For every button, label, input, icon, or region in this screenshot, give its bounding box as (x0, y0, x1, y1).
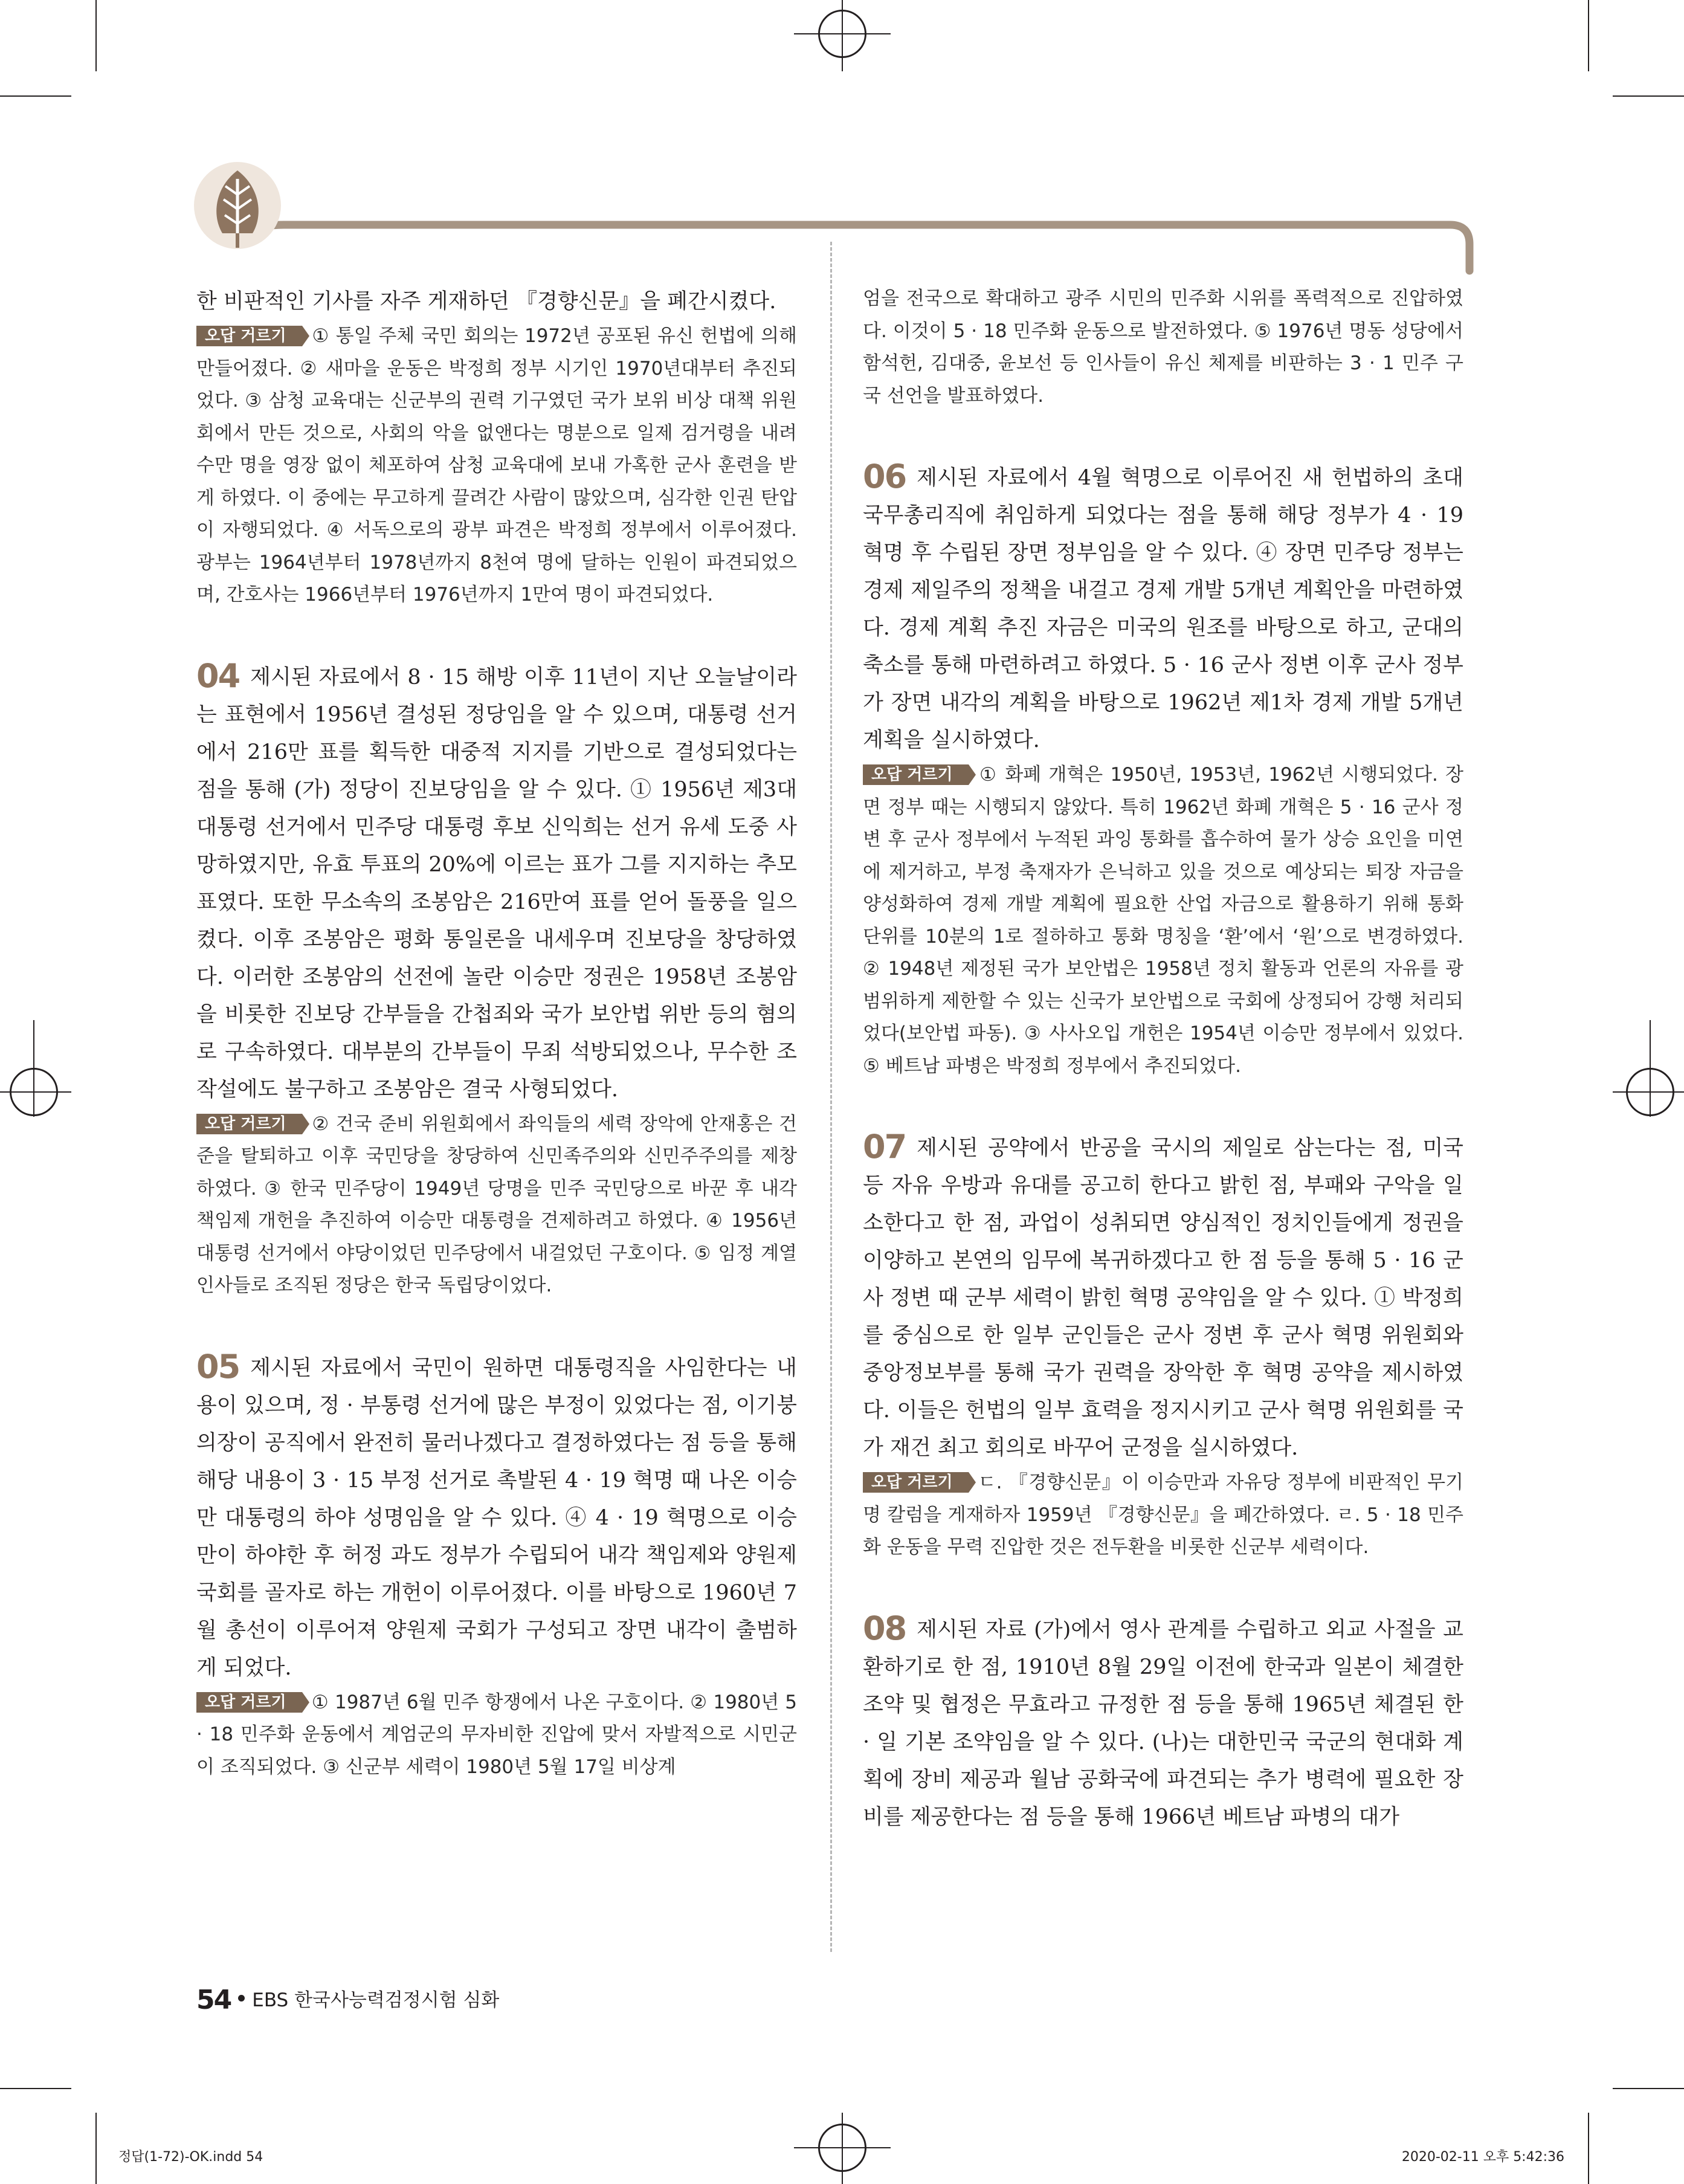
registration-line (794, 2147, 891, 2148)
left-column (196, 283, 797, 1783)
wrong-answer-badge: 오답 거르기 (196, 326, 302, 346)
question-number: 05 (196, 1347, 240, 1386)
question-number: 06 (863, 457, 906, 496)
answer-07: 07 제시된 공약에서 반공을 국시의 제일로 삼는다는 점, 미국 등 자유 우방과 유대를 공고히 한다고 밝힌 점, 부패와 구악을 일소한다고 한 점, 과업이 성취되면 양심적인 정치인들에게 정권을 이양하고 본연의 임무에 복귀하겠다고 한 점 등을 통해 5 · 16 군사 정변 때 군부 세력이 밝힌 혁명 공약임을 알 수 있다. ① 박정희를 중심으로 한 일부 군인들은 군사 정변 후 군사 혁명 위원회와 중앙정보부를 통해 국가 권력을 장악한 후 혁명 공약을 제시하였다. 이들은 헌법의 일부 효력을 정지시키고 군사 혁명 위원회를 국가 재건 최고 회의로 바꾸어 군정을 실시하였다. (863, 1128, 1463, 1460)
wrong-answer-note: 오답 거르기 ② 건국 준비 위원회에서 좌익들의 세력 장악에 안재홍은 건준을 탈퇴하고 이후 국민당을 창당하여 신민족주의와 신민주주의를 제창하였다. ③ 한국 민주당이 1949년 당명을 민주 국민당으로 바꾼 후 내각 책임제 개헌을 추진하여 이승만 대통령을 견제하려고 하였다. ④ 1956년 대통령 선거에서 야당이었던 민주당에서 내걸었던 구호이다. ⑤ 임정 계열 인사들로 조직된 정당은 한국 독립당이었다. (196, 1113, 797, 1296)
answer-04: 04 제시된 자료에서 8 · 15 해방 이후 11년이 지난 오늘날이라는 표현에서 1956년 결성된 정당임을 알 수 있으며, 대통령 선거에서 216만 표를 획득한 대중적 지지를 기반으로 결성되었다는 점을 통해 (가) 정당이 진보당임을 알 수 있다. ① 1956년 제3대 대통령 선거에서 민주당 대통령 후보 신익희는 선거 유세 도중 사망하였지만, 유효 투표의 20%에 이르는 표가 그를 지지하는 추모표였다. 또한 무소속의 조봉암은 216만여 표를 얻어 돌풍을 일으켰다. 이후 조봉암은 평화 통일론을 내세우며 진보당을 창당하였다. 이러한 조봉암의 선전에 놀란 이승만 정권은 1958년 조봉암을 비롯한 진보당 간부들을 간첩죄와 국가 보안법 위반 등의 혐의로 구속하였다. 대부분의 간부들이 무죄 석방되었으나, 무수한 조작설에도 불구하고 조봉암은 결국 사형되었다. (196, 656, 797, 1102)
crop-mark (95, 2113, 97, 2184)
answer-08: 08 제시된 자료 (가)에서 영사 관계를 수립하고 외교 사절을 교환하기로 한 점, 1910년 8월 29일 이전에 한국과 일본이 체결한 조약 및 협정은 무효라고 규정한 점 등을 통해 1965년 체결된 한 · 일 기본 조약임을 알 수 있다. (나)는 대한민국 국군의 현대화 계획에 장비 제공과 월남 공화국에 파견되는 추가 병력에 필요한 장비를 제공한다는 점 등을 통해 1966년 베트남 파병의 대가 (863, 1609, 1463, 1829)
header-band (0, 0, 1684, 290)
question-number: 08 (863, 1609, 906, 1647)
crop-mark (0, 2088, 71, 2089)
wrong-answer-note: 오답 거르기 ① 1987년 6월 민주 항쟁에서 나온 구호이다. ② 1980년 5 · 18 민주화 운동에서 계엄군의 무자비한 진압에 맞서 자발적으로 시민군이 조직되었다. ③ 신군부 세력이 1980년 5월 17일 비상계 (196, 1691, 797, 1778)
page-number: 54 (196, 1985, 231, 2015)
bullet-icon (238, 1995, 245, 2001)
question-number: 07 (863, 1128, 906, 1166)
answer-text: 한 비판적인 기사를 자주 게재하던 『경향신문』을 폐간시켰다. (196, 289, 776, 314)
slug-file: 정답(1-72)-OK.indd 54 (118, 2150, 263, 2165)
question-number: 04 (196, 656, 240, 695)
answer-06: 06 제시된 자료에서 4월 혁명으로 이루어진 새 헌법하의 초대 국무총리직에 취임하게 되었다는 점을 통해 해당 정부가 4 · 19 혁명 후 수립된 장면 정부임을 알 수 있다. ④ 장면 민주당 정부는 경제 제일주의 정책을 내걸고 경제 개발 5개년 계획안을 마련하였다. 경제 계획 추진 자금은 미국의 원조를 바탕으로 하고, 군대의 축소를 통해 마련하려고 하였다. 5 · 16 군사 정변 이후 군사 정부가 장면 내각의 계획을 바탕으로 1962년 제1차 경제 개발 5개년 계획을 실시하였다. (863, 457, 1463, 752)
slug-date: 2020-02-11 오후 5:42:36 (1401, 2150, 1564, 2165)
right-column (863, 283, 1463, 1836)
wrong-answer-note: 오답 거르기 ① 통일 주체 국민 회의는 1972년 공포된 유신 헌법에 의해 만들어졌다. ② 새마을 운동은 박정희 정부 시기인 1970년대부터 추진되었다. ③ 삼청 교육대는 신군부의 권력 기구였던 국가 보위 비상 대책 위원회에서 만든 것으로, 사회의 악을 없앤다는 명분으로 일제 검거령을 내려 수만 명을 영장 없이 체포하여 삼청 교육대에 보내 가혹한 군사 훈련을 받게 하였다. 이 중에는 무고하게 끌려간 사람이 많았으며, 심각한 인권 탄압이 자행되었다. ④ 서독으로의 광부 파견은 박정희 정부에서 이루어졌다. 광부는 1964년부터 1978년까지 8천여 명에 달하는 인원이 파견되었으며, 간호사는 1966년부터 1976년까지 1만여 명이 파견되었다. (196, 325, 797, 606)
column-divider (830, 242, 832, 1952)
wrong-answer-note-continued: 엄을 전국으로 확대하고 광주 시민의 민주화 시위를 폭력적으로 진압하였다. 이것이 5 · 18 민주화 운동으로 발전하였다. ⑤ 1976년 명동 성당에서 함석헌, 김대중, 윤보선 등 인사들이 유신 체제를 비판하는 3 · 1 민주 구국 선언을 발표하였다. (863, 288, 1463, 407)
registration-line (1650, 1020, 1651, 1117)
wrong-answer-badge: 오답 거르기 (196, 1692, 302, 1713)
registration-line (33, 1020, 34, 1117)
registration-line (0, 1091, 71, 1093)
wrong-answer-badge: 오답 거르기 (196, 1114, 302, 1134)
leaf-icon (194, 162, 281, 249)
page-footer (196, 1985, 499, 2015)
registration-line (842, 2113, 843, 2184)
registration-line (1613, 1091, 1684, 1093)
wrong-answer-note: 오답 거르기 ① 화폐 개혁은 1950년, 1953년, 1962년 시행되었다. 장면 정부 때는 시행되지 않았다. 특히 1962년 화폐 개혁은 5 · 16 군사 정변 후 군사 정부에서 누적된 과잉 통화를 흡수하여 물가 상승 요인을 미연에 제거하고, 부정 축재자가 은닉하고 있을 것으로 예상되는 퇴장 자금을 양성화하여 경제 개발 계획에 필요한 산업 자금으로 활용하기 위해 통화 단위를 10분의 1로 절하하고 통화 명칭을 ‘환’에서 ‘원’으로 변경하였다. ② 1948년 제정된 국가 보안법은 1958년 정치 활동과 언론의 자유를 광범위하게 제한할 수 있는 신국가 보안법으로 국회에 상정되어 강행 처리되었다(보안법 파동). ③ 사사오입 개헌은 1954년 이승만 정부에서 있었다. ⑤ 베트남 파병은 박정희 정부에서 추진되었다. (863, 764, 1463, 1077)
wrong-answer-badge: 오답 거르기 (863, 1472, 969, 1493)
wrong-answer-note: 오답 거르기 ㄷ. 『경향신문』이 이승만과 자유당 정부에 비판적인 무기명 칼럼을 게재하자 1959년 『경향신문』을 폐간하였다. ㄹ. 5 · 18 민주화 운동을 무력 진압한 것은 전두환을 비롯한 신군부 세력이다. (863, 1472, 1463, 1558)
wrong-answer-badge: 오답 거르기 (863, 764, 969, 785)
book-title: EBS 한국사능력검정시험 심화 (252, 1989, 500, 2011)
crop-mark (1588, 2113, 1589, 2184)
crop-mark (1613, 2088, 1684, 2089)
answer-05: 05 제시된 자료에서 국민이 원하면 대통령직을 사임한다는 내용이 있으며, 정 · 부통령 선거에 많은 부정이 있었다는 점, 이기붕 의장이 공직에서 완전히 물러나겠다고 결정하였다는 점 등을 통해 해당 내용이 3 · 15 부정 선거로 촉발된 4 · 19 혁명 때 나온 이승만 대통령의 하야 성명임을 알 수 있다. ④ 4 · 19 혁명으로 이승만이 하야한 후 허정 과도 정부가 수립되어 내각 책임제와 양원제 국회를 골자로 하는 개헌이 이루어졌다. 이를 바탕으로 1960년 7월 총선이 이루어져 양원제 국회가 구성되고 장면 내각이 출범하게 되었다. (196, 1347, 797, 1680)
